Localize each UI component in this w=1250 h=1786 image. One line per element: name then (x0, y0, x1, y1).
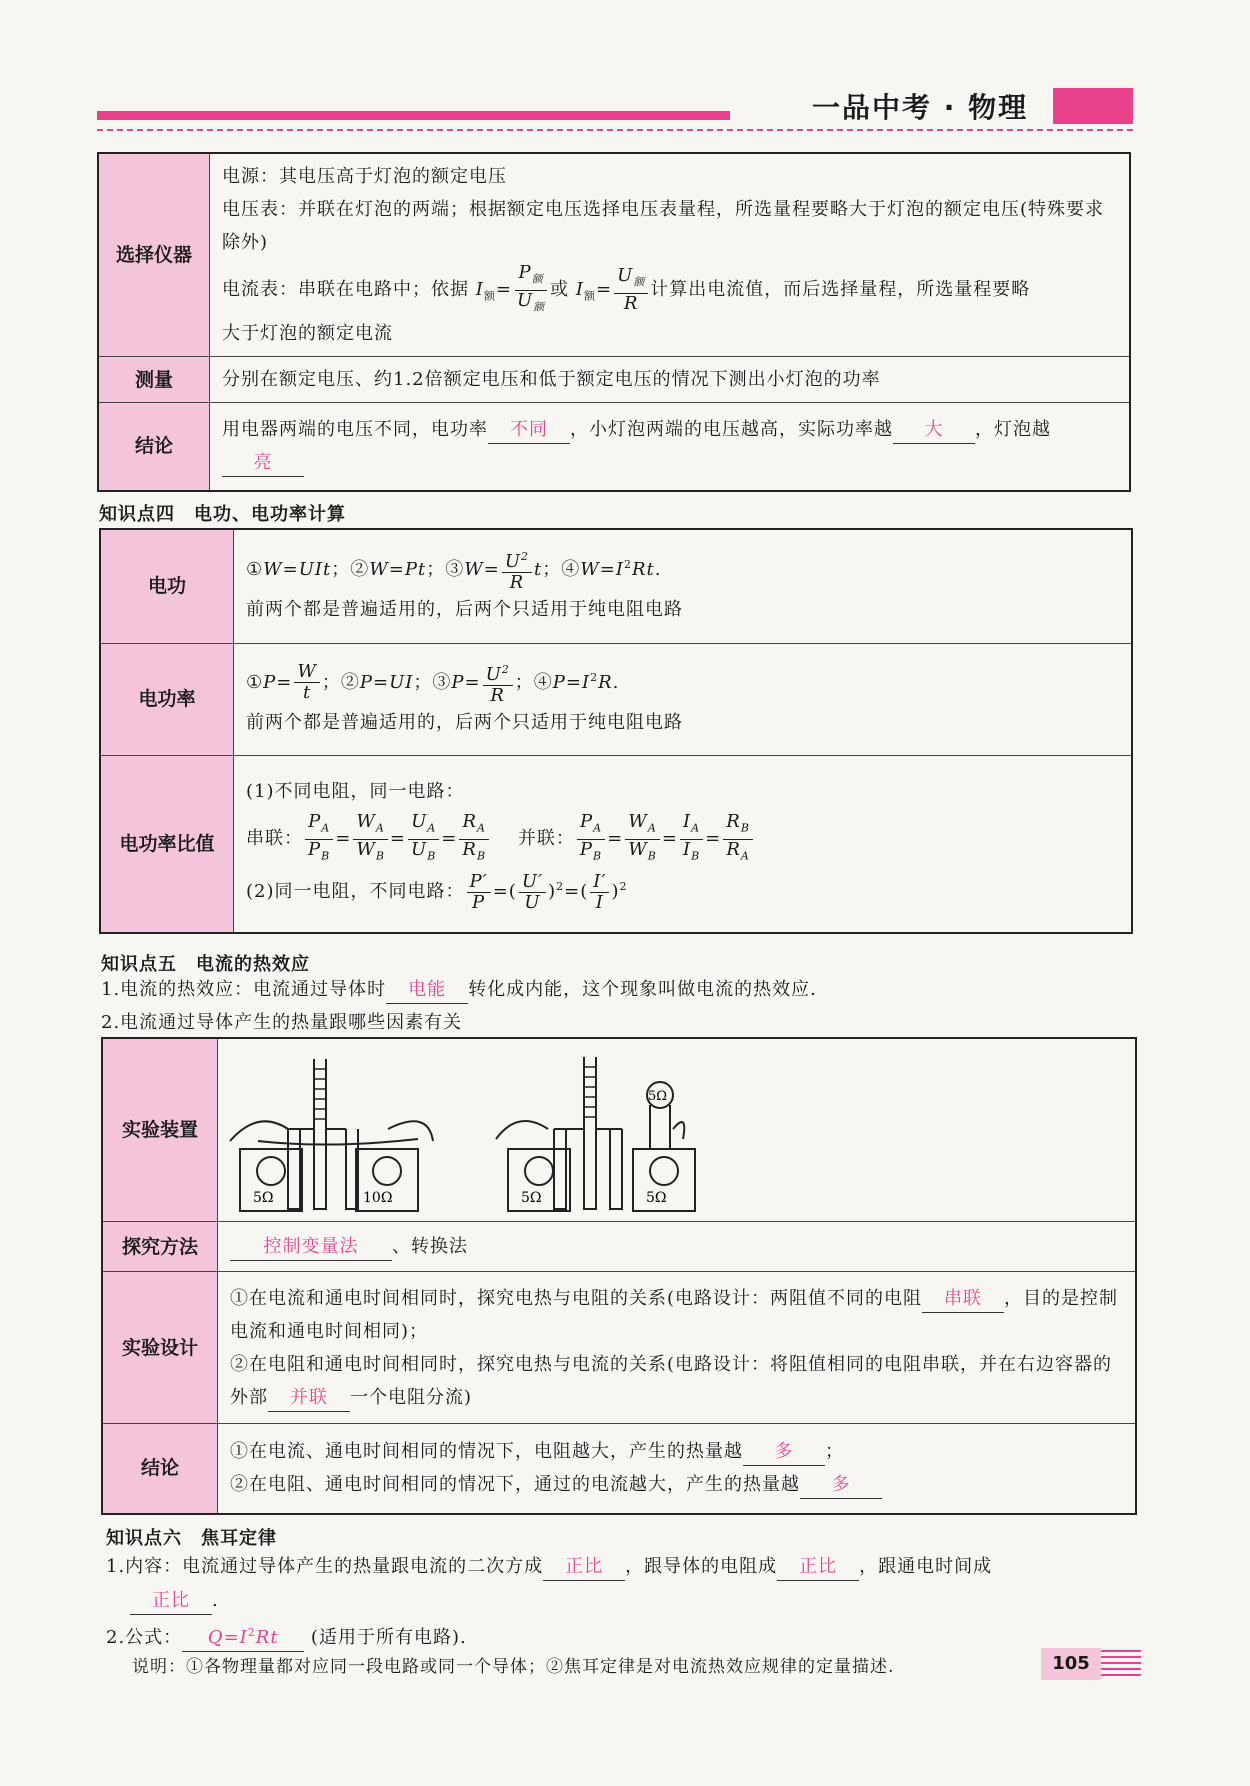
answer-blank: 多 (743, 1439, 825, 1466)
answer-blank: 并联 (268, 1385, 350, 1412)
row-label: 结论 (102, 1424, 218, 1514)
table-row (98, 357, 1130, 403)
answer-blank: 大 (893, 417, 975, 444)
answer-blank: 串联 (922, 1286, 1004, 1313)
row-label: 电功率 (100, 643, 234, 755)
conclusion-text: ； (825, 1441, 844, 1463)
header-bar (97, 111, 730, 120)
applicability-note: 前两个都是普遍适用的，后两个只适用于纯电阻电路 (246, 598, 683, 620)
table-row (102, 1222, 1136, 1272)
parallel-label: 并联： (517, 828, 575, 849)
page-number-stripes (1101, 1650, 1141, 1680)
ammeter-rest: 计算出电流值，而后选择量程，所选量程要略 (650, 279, 1031, 301)
answer-blank: 亮 (222, 450, 304, 477)
header-block (1053, 88, 1133, 124)
row-label: 实验装置 (102, 1038, 218, 1222)
resistor-label: 5Ω (521, 1190, 542, 1206)
formula-prefix: 2.公式： (106, 1627, 183, 1648)
design-text: ①在电流和通电时间相同时，探究电热与电阻的关系(电路设计：两阻值不同的电阻 (230, 1287, 923, 1309)
ammeter-text-cont: 大于灯泡的额定电流 (222, 323, 393, 345)
row-content (210, 153, 1131, 357)
row-content (210, 403, 1131, 491)
row-label: 探究方法 (102, 1222, 218, 1272)
row-content (234, 529, 1133, 643)
section-heading: 知识点六 焦耳定律 (106, 1528, 277, 1549)
row-label: 测量 (98, 357, 210, 403)
section-heading: 知识点四 电功、电功率计算 (99, 504, 346, 525)
formula-table (99, 528, 1133, 934)
ratio-formulas: 串联： $\frac{P_A}{P_B}$ = $\frac{W_A}{W_B}$ = $\frac{U_A}{U_B}$ = $\frac{R_A}{R_B}$ 并联： $\frac{P_A}{P_B}$ = $\frac{W_A}{W_B}$ = $\frac{I_A}{I_B}$ = $\frac{R_B}{R_A}$ (246, 812, 1119, 866)
resistor-label: 10Ω (363, 1190, 393, 1206)
conclusion-text: ，小灯泡两端的电压越高，实际功率越 (570, 419, 893, 441)
page-number: 105 (1041, 1648, 1101, 1680)
answer-blank: 电能 (386, 977, 468, 1004)
joule-content (106, 1552, 1146, 1581)
design-text: ，目的是控制电流和通电时间相同)； (230, 1287, 1119, 1342)
table-row (102, 1272, 1136, 1424)
row-label: 电功率比值 (100, 755, 234, 933)
joule-formula (106, 1620, 467, 1652)
conclusion-text: 用电器两端的电压不同，电功率 (222, 419, 488, 441)
voltmeter-text: 电压表：并联在灯泡的两端；根据额定电压选择电压表量程，所选量程要略大于灯泡的额定电压(特殊要求除外) (222, 199, 1105, 253)
table-row (102, 1038, 1136, 1222)
formula-fraction: $\frac{U^2}{R}$ (483, 660, 513, 706)
answer-blank: 正比 (130, 1588, 212, 1615)
formula-fraction: $\frac{P_额}{U_额}$ (516, 262, 546, 314)
row-content: 分别在额定电压、约1.2倍额定电压和低于额定电压的情况下测出小灯泡的功率 (210, 357, 1131, 403)
row-content (218, 1424, 1137, 1514)
ammeter-prefix: 电流表：串联在电路中；依据 (222, 279, 469, 301)
experiment-table (97, 152, 1131, 492)
power-source-text: 电源：其电压高于灯泡的额定电压 (222, 166, 507, 187)
answer-blank: 多 (800, 1472, 882, 1499)
table-row (98, 153, 1130, 357)
conclusion-item-1 (230, 1435, 1123, 1468)
answer-blank: 正比 (543, 1554, 625, 1581)
row-content (218, 1222, 1137, 1272)
ratio-case-2: (2)同一电阻，不同电路： $\frac{P'}{P}$ =( $\frac{U'}{U}$ )$^2$=( $\frac{I'}{I}$ )$^2$ (246, 870, 628, 913)
formula-fraction: $\frac{U_额}{R}$ (614, 266, 648, 314)
table-row (100, 755, 1132, 933)
design-text: ②在电阻和通电时间相同时，探究电热与电流的关系(电路设计：将阻值相同的电阻串联，并在右边容器的外部 (230, 1353, 1113, 1408)
formula-fraction: $\frac{W}{t}$ (294, 662, 320, 703)
conclusion-text: ，灯泡越 (975, 419, 1051, 441)
resistor-label: 5Ω (648, 1089, 668, 1104)
table-row (100, 643, 1132, 755)
answer-blank: 不同 (488, 417, 570, 444)
content-text: ，跟导体的电阻成 (625, 1556, 778, 1577)
design-text: 一个电阻分流) (350, 1386, 473, 1408)
joule-note: 说明：①各物理量都对应同一段电路或同一个导体；②焦耳定律是对电流热效应规律的定量描述. (132, 1657, 895, 1677)
resistor-label: 5Ω (253, 1190, 274, 1206)
design-item-1 (230, 1282, 1123, 1348)
applicability-note: 前两个都是普遍适用的，后两个只适用于纯电阻电路 (246, 711, 683, 733)
row-content (218, 1272, 1137, 1424)
row-label: 实验设计 (102, 1272, 218, 1424)
row-content (234, 643, 1133, 755)
table-row (102, 1424, 1136, 1514)
resistor-label: 5Ω (646, 1190, 667, 1206)
formula-suffix: (适用于所有电路). (310, 1627, 467, 1648)
design-item-2 (230, 1348, 1123, 1414)
content-text: ，跟通电时间成 (859, 1556, 993, 1577)
row-label: 电功 (100, 529, 234, 643)
formula-answer: $Q=I^2Rt$ (182, 1620, 304, 1652)
row-content (234, 755, 1133, 933)
heat-effect-line (101, 975, 817, 1004)
answer-blank: 正比 (777, 1554, 859, 1581)
conclusion-text: ①在电流、通电时间相同的情况下，电阻越大，产生的热量越 (230, 1441, 743, 1463)
ammeter-text: 电流表：串联在电路中；依据 $I_额=$ $\frac{P_额}{U_额}$ 或 $I_额=$ $\frac{U_额}{R}$ 计算出电流值，而后选择量程，所选量程要略 (222, 263, 1117, 317)
work-formulas: ①W=UIt；②W=Pt；③W= $\frac{U^2}{R}$ t；$④W=I^2Rt$. (246, 547, 1119, 593)
content-text: 1.内容：电流通过导体产生的热量跟电流的二次方成 (106, 1556, 544, 1577)
method-text: 、转换法 (392, 1236, 468, 1257)
header-divider (97, 129, 1133, 131)
ratio-case-2-text: (2)同一电阻，不同电路： (246, 881, 465, 903)
factors-line: 2.电流通过导体产生的热量跟哪些因素有关 (101, 1012, 463, 1033)
conclusion-item-2 (230, 1468, 1123, 1501)
line-text: 转化成内能，这个现象叫做电流的热效应. (468, 979, 817, 1000)
series-label: 串联： (246, 828, 303, 849)
header-title: 一品中考 · 物理 (812, 91, 1029, 124)
ratio-case-1: (1)不同电阻，同一电路： (246, 780, 465, 802)
formula-fraction: $\frac{U^2}{R}$ (502, 547, 532, 593)
table-row (100, 529, 1132, 643)
table-row (98, 403, 1130, 491)
row-label: 结论 (98, 403, 210, 491)
heat-experiment-table (101, 1037, 1137, 1515)
line-text: 1.电流的热效应：电流通过导体时 (101, 979, 387, 1000)
answer-blank: 控制变量法 (230, 1234, 392, 1261)
power-formulas: ①P= $\frac{W}{t}$ ；②P=UI；③P= $\frac{U^2}{R}$ ；$④P=I^2R$. (246, 661, 620, 706)
conclusion-text: ②在电阻、通电时间相同的情况下，通过的电流越大，产生的热量越 (230, 1474, 800, 1496)
section-heading: 知识点五 电流的热效应 (101, 954, 310, 975)
apparatus-diagram (218, 1039, 1118, 1217)
row-label: 选择仪器 (98, 153, 210, 357)
joule-content-cont: 正比 . (130, 1588, 219, 1615)
apparatus-figure (218, 1038, 1137, 1222)
